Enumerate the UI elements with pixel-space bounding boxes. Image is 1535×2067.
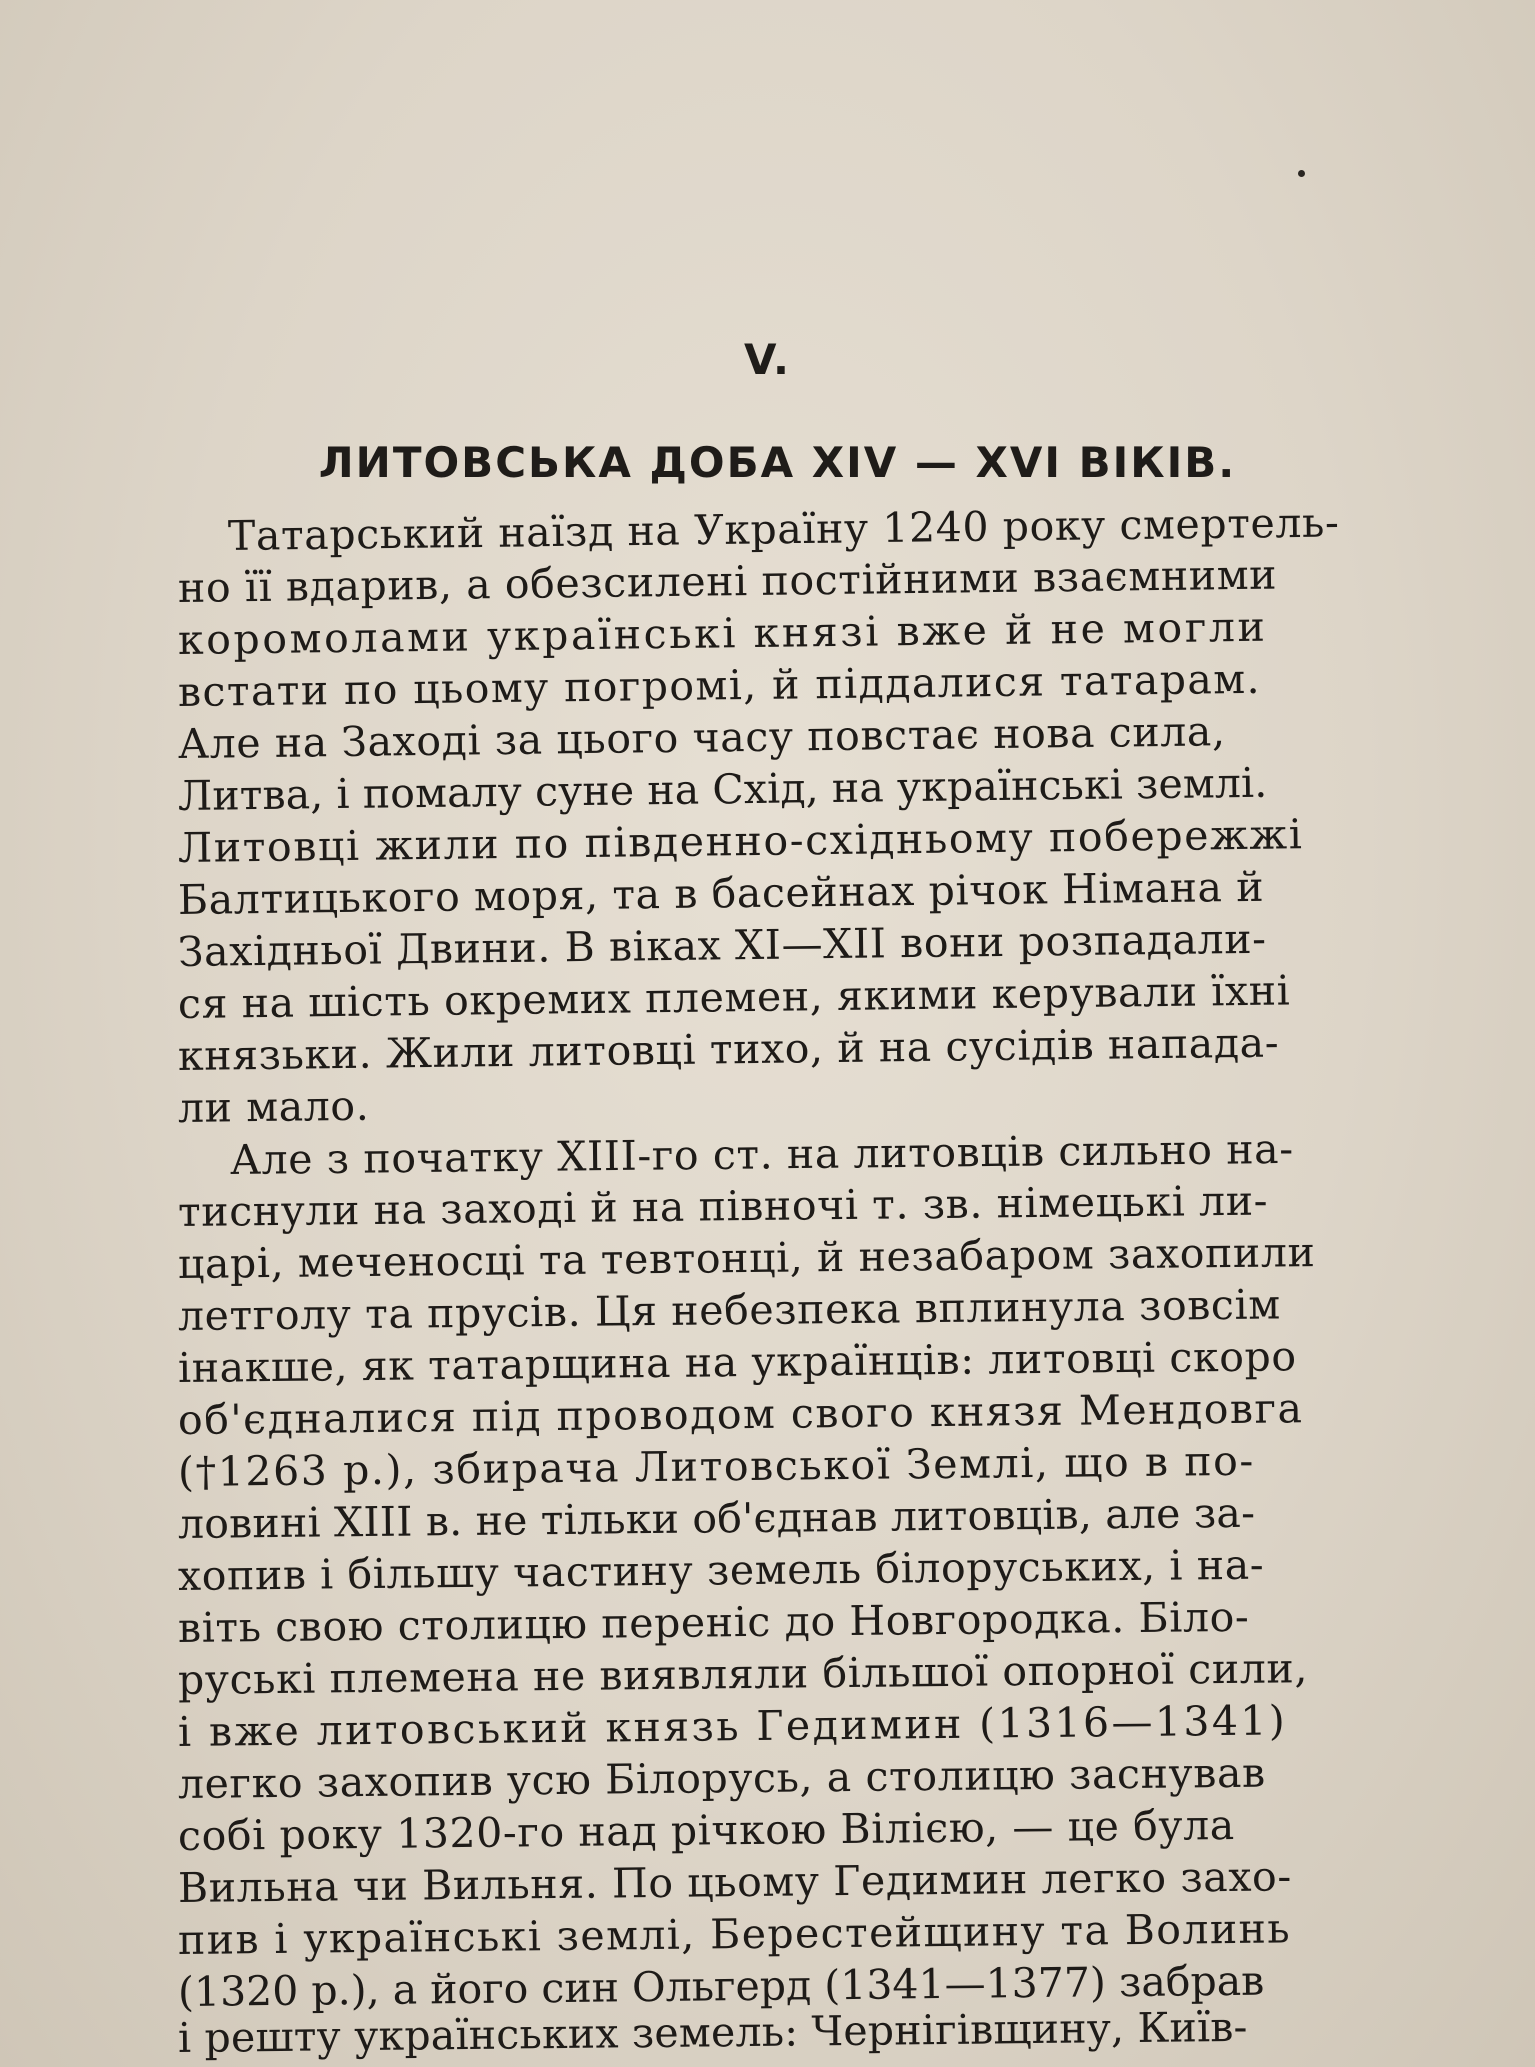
text-line: (1320 р.), а його син Ольгерд (1341—1377) забрав (177, 1956, 1265, 2016)
text-line: інакше, як татарщина на українців: литовці скоро (177, 1332, 1297, 1392)
text-line: Литовці жили по південно-східньому побережжі (177, 810, 1304, 872)
text-line: пив і українські землі, Берестейщину та Волинь (177, 1904, 1292, 1964)
text-line: Литва, і помалу суне на Схід, на українські землі. (177, 758, 1268, 820)
text-line: (†1263 р.), збирача Литовської Землі, що в по- (177, 1436, 1256, 1496)
text-line: собі року 1320-го над річкою Вілією, — це була (177, 1800, 1236, 1860)
text-line: ли мало. (177, 1081, 370, 1132)
text-line: коромолами українські князі вже й не могли (177, 602, 1268, 664)
text-line: царі, меченосці та тевтонці, й незабаром захопили (177, 1228, 1316, 1288)
text-line: тиснули на заході й на півночі т. зв. німецькі ли- (177, 1176, 1269, 1236)
chapter-number: V. (743, 335, 792, 384)
text-line: Західньої Двини. В віках XI—XII вони розпадали- (177, 914, 1267, 976)
text-line: хопив і більшу частину земель білоруських, і на- (177, 1540, 1265, 1600)
text-line: легко захопив усю Білорусь, а столицю заснував (177, 1748, 1266, 1808)
text-line: віть свою столицю переніс до Новгородка. Біло- (177, 1592, 1250, 1652)
text-line: і вже литовський князь Гедимин (1316—1341) (177, 1696, 1288, 1756)
text-line: руські племена не виявляли більшої опорної сили, (177, 1644, 1309, 1704)
text-line: князьки. Жили литовці тихо, й на сусідів напада- (177, 1018, 1280, 1080)
text-line: Балтицького моря, та в басейнах річок Німана й (177, 862, 1265, 924)
text-line: Вильна чи Вильня. По цьому Гедимин легко захо- (177, 1852, 1293, 1912)
chapter-title: ЛИТОВСЬКА ДОБА XIV — XVI ВІКІВ. (318, 438, 1237, 487)
text-line: летголу та прусів. Ця небезпека вплинула зовсім (177, 1280, 1281, 1340)
text-line: встати по цьому погромі, й піддалися татарам. (177, 654, 1262, 716)
text-line: об'єдналися під проводом свого князя Мендовга (177, 1384, 1304, 1444)
text-line: і решту українських земель: Чернігівщину, Київ- (177, 2002, 1248, 2062)
text-line: Але з початку XIII-го ст. на литовців сильно на- (229, 1124, 1294, 1184)
text-line: но її вдарив, а обезсилені постійними взаємними (177, 550, 1278, 612)
text-line: ся на шість окремих племен, якими керували їхні (177, 966, 1291, 1028)
text-line: Але на Заході за цього часу повстає нова сила, (177, 707, 1226, 768)
text-line: ловині XIII в. не тільки об'єднав литовців, але за- (177, 1488, 1256, 1548)
text-line: Татарський наїзд на Україну 1240 року смертель- (227, 498, 1340, 560)
